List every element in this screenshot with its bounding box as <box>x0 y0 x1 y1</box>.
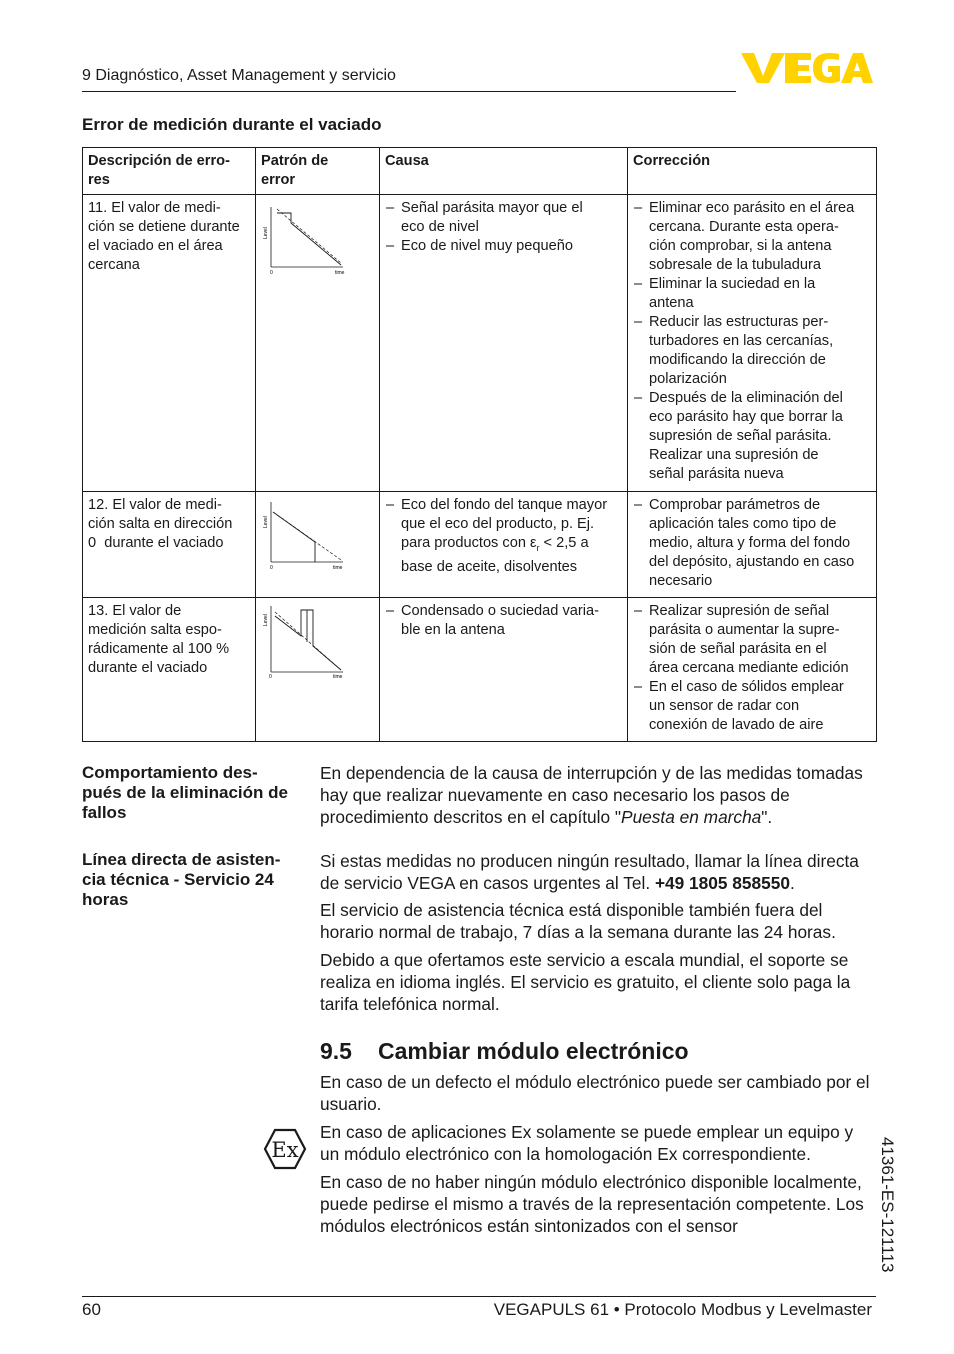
row-12-pattern <box>256 492 380 598</box>
footer-doc-title: VEGAPULS 61 • Protocolo Modbus y Levelmaster <box>493 1300 872 1319</box>
row-12-correction <box>628 492 877 598</box>
row-13-description: 13. El valor de medición salta espo- rádicamente al 100 % durante el vaciado <box>83 598 256 742</box>
table-row <box>83 492 877 598</box>
svg-text:Level: Level <box>263 614 269 626</box>
hotline-label: Línea directa de asisten- cia técnica - Servicio 24 horas <box>82 850 281 909</box>
hotline-text-1: Si estas medidas no producen ningún resultado, llamar la línea directa de servicio VEGA en casos urgentes al Tel. +49 1805 858550. <box>320 851 859 893</box>
level-jumps-to-zero-graph-icon <box>261 496 345 572</box>
svg-text:0: 0 <box>270 270 273 275</box>
cause-item: – Señal parásita mayor que el eco de nivel <box>385 199 622 237</box>
col-header-description: Descripción de erro- res <box>83 148 256 195</box>
svg-text:time: time <box>335 270 345 275</box>
correction-item: – Reducir las estructuras per- turbadores en las cercanías, modificando la dirección de polarización <box>633 313 871 389</box>
vega-logo <box>741 50 873 84</box>
row-12-description: 12. El valor de medi- ción salta en dirección 0 durante el vaciado <box>83 492 256 598</box>
correction-item: – En el caso de sólidos emplear un sensor de radar con conexión de lavado de aire <box>633 678 871 735</box>
row-13-cause <box>380 598 628 742</box>
section-9-5-text-2: En caso de aplicaciones Ex solamente se puede emplear un equipo y un módulo electrónico con la homologación Ex correspondiente. <box>320 1122 854 1164</box>
correction-item: – Después de la eliminación del eco parásito hay que borrar la supresión de señal parásita. Realizar una supresión de señal parásita nueva <box>633 389 871 484</box>
hotline-text-3: Debido a que ofertamos este servicio a escala mundial, el soporte se realiza en idioma inglés. El servicio es gratuito, el cliente solo paga la tarifa telefónica normal. <box>320 950 851 1014</box>
svg-text:Level: Level <box>263 227 269 239</box>
correction-item: – Eliminar la suciedad en la antena <box>633 275 871 313</box>
svg-text:Ex: Ex <box>271 1138 299 1162</box>
table-header-row <box>83 148 877 195</box>
cause-item: – Eco del fondo del tanque mayor que el eco del producto, p. Ej. para productos con $\varepsilon_r < 2,5$ a base de aceite, disolventes <box>385 496 622 577</box>
error-table <box>82 147 877 742</box>
ex-hazard-icon <box>263 1128 307 1170</box>
footer-divider <box>82 1296 876 1297</box>
table-row <box>83 598 877 742</box>
level-stops-near-graph-icon <box>261 199 345 275</box>
cause-item: – Condensado o suciedad varia- ble en la antena <box>385 602 622 640</box>
behavior-label: Comportamiento des- pués de la eliminación de fallos <box>82 763 288 822</box>
correction-item: – Comprobar parámetros de aplicación tales como tipo de medio, altura y forma del fondo del depósito, ajustando en caso necesario <box>633 496 871 591</box>
page-number: 60 <box>82 1300 101 1319</box>
running-header: 9 Diagnóstico, Asset Management y servicio <box>82 67 396 84</box>
section-9-5-text-3: En caso de no haber ningún módulo electrónico disponible localmente, puede pedirse el mismo a través de la representación competente. Los módulos electrónicos están sintonizados con el sensor <box>320 1172 864 1236</box>
table-section-title: Error de medición durante el vaciado <box>82 115 382 134</box>
svg-text:time: time <box>333 674 343 678</box>
row-13-correction <box>628 598 877 742</box>
row-12-cause <box>380 492 628 598</box>
level-jumps-to-100-graph-icon <box>261 602 345 678</box>
row-11-correction <box>628 195 877 492</box>
svg-text:0: 0 <box>270 565 273 571</box>
row-11-pattern <box>256 195 380 492</box>
behavior-text: En dependencia de la causa de interrupción y de las medidas tomadas hay que realizar nuevamente en caso necesario los pasos de procedimiento descritos en el capítulo "Puesta en marcha". <box>320 763 863 827</box>
col-header-cause: Causa <box>380 148 628 195</box>
cause-item: – Eco de nivel muy pequeño <box>385 237 622 256</box>
correction-item: – Realizar supresión de señal parásita o aumentar la supre- sión de señal parásita en el área cercana mediante edición <box>633 602 871 678</box>
correction-item: – Eliminar eco parásito en el área cercana. Durante esta opera- ción comprobar, si la antena sobresale de la tubuladura <box>633 199 871 275</box>
row-11-description: 11. El valor de medi- ción se detiene durante el vaciado en el área cercana <box>83 195 256 492</box>
svg-text:VEGA: VEGA <box>741 50 744 51</box>
row-13-pattern <box>256 598 380 742</box>
svg-text:0: 0 <box>269 674 272 678</box>
section-9-5-text-1: En caso de un defecto el módulo electrónico puede ser cambiado por el usuario. <box>320 1072 870 1114</box>
svg-text:Level: Level <box>263 516 269 528</box>
col-header-pattern: Patrón de error <box>256 148 380 195</box>
table-row <box>83 195 877 492</box>
header-divider <box>82 91 736 92</box>
hotline-text-2: El servicio de asistencia técnica está disponible también fuera del horario normal de trabajo, 7 días a la semana durante las 24 horas. <box>320 900 836 942</box>
svg-text:time: time <box>333 565 343 571</box>
col-header-correction: Corrección <box>628 148 877 195</box>
document-code <box>852 1137 932 1307</box>
svg-text:41361-ES-121113: 41361-ES-121113 <box>878 1137 897 1273</box>
section-heading-9-5: 9.5 Cambiar módulo electrónico <box>320 1038 689 1064</box>
row-11-cause <box>380 195 628 492</box>
